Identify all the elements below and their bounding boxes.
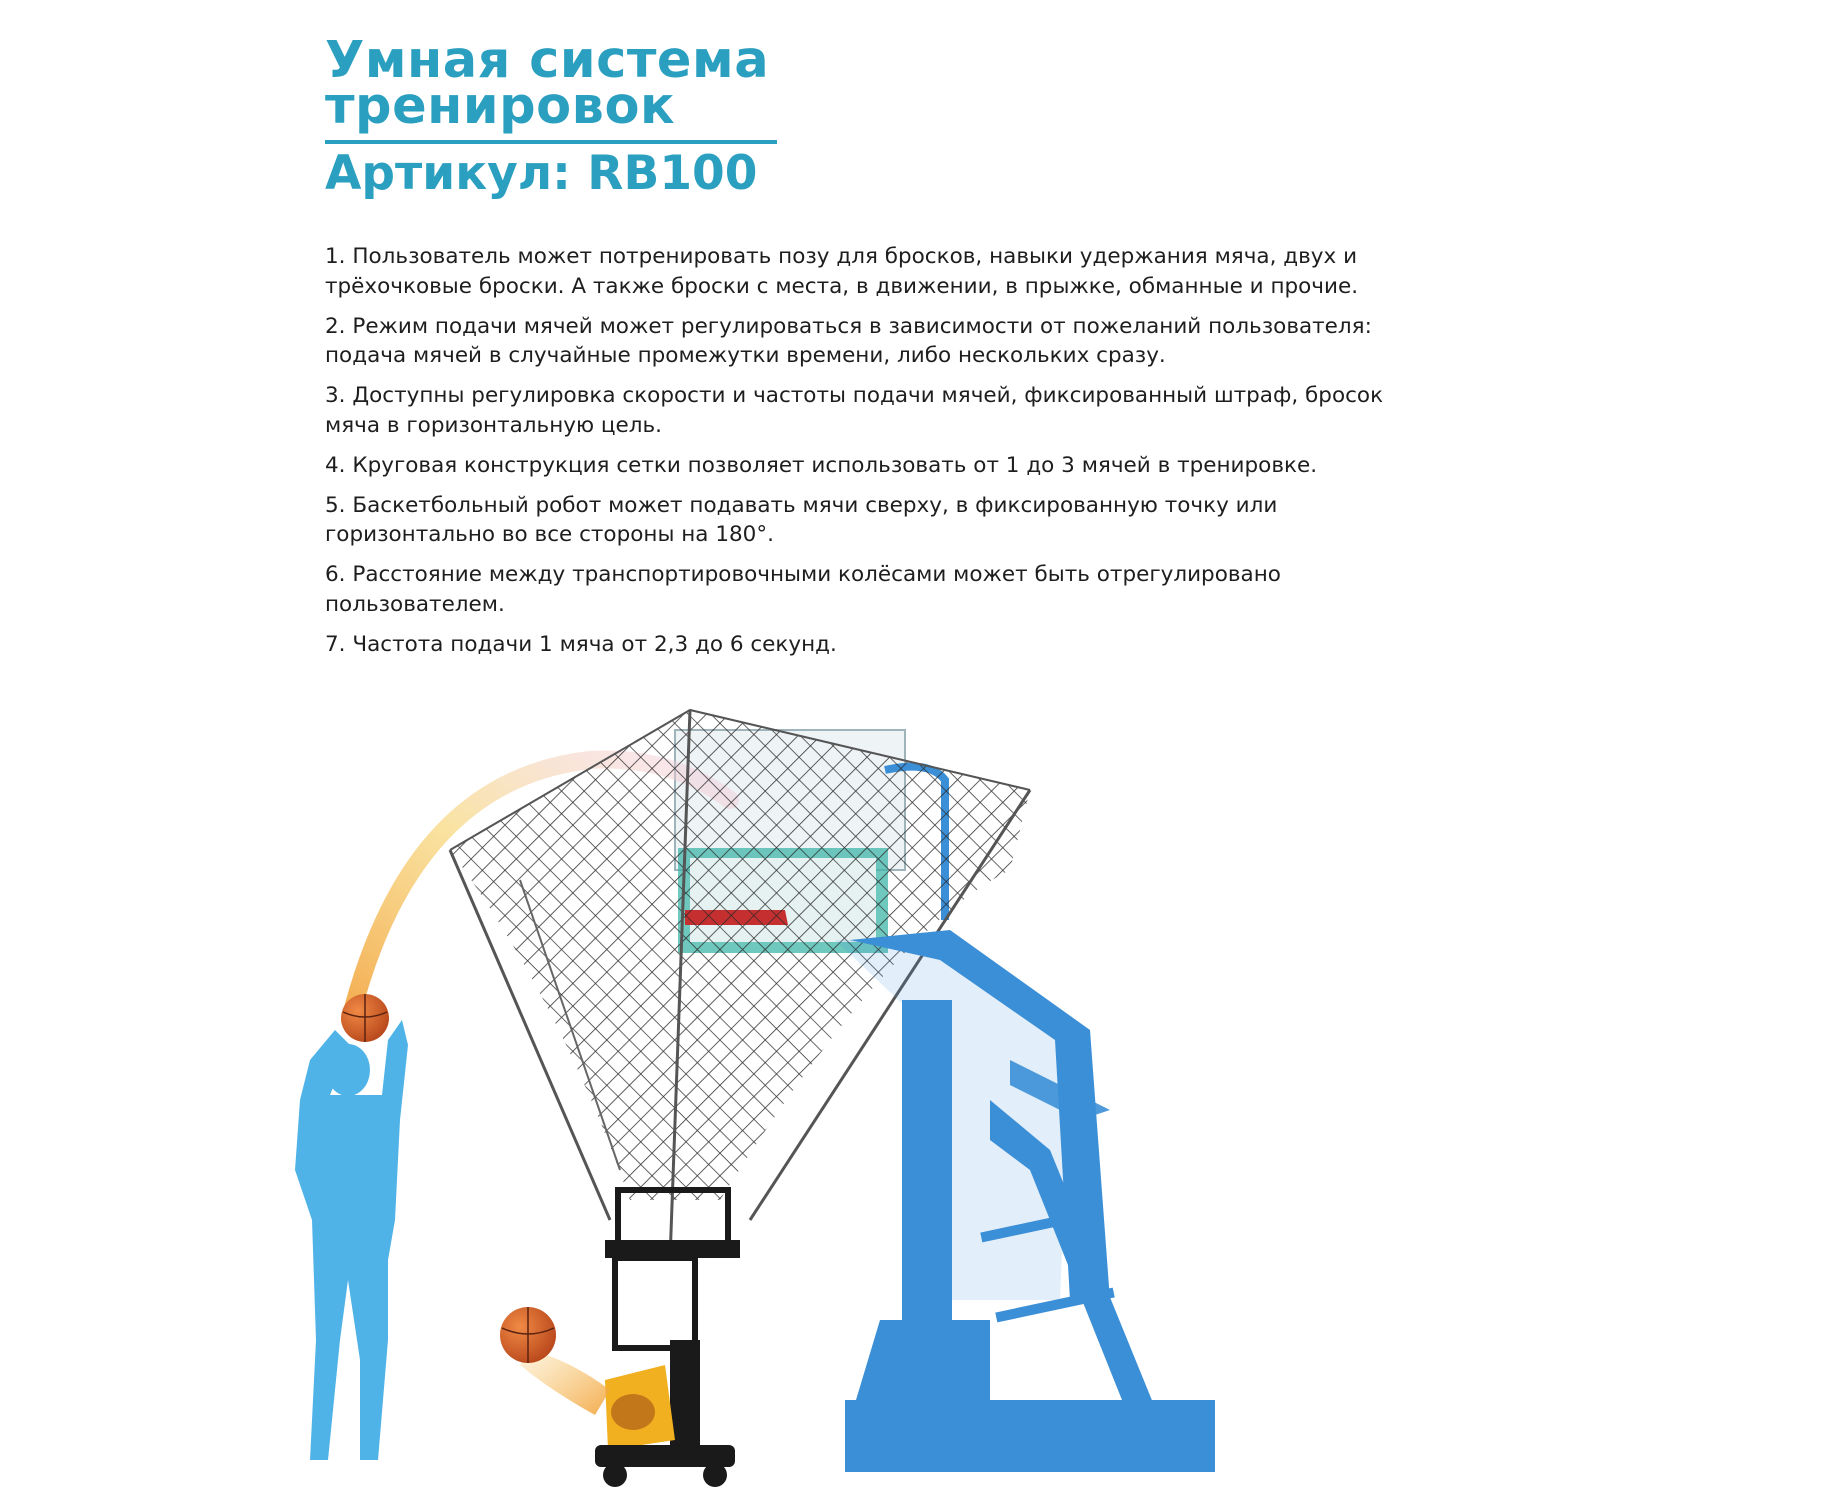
feature-item: 1. Пользователь может потренировать позу для бросков, навыки удержания мяча, двух и трёхочковые броски. А также броски с места, в движении, в прыжке, обманные и прочие.: [325, 244, 1359, 299]
basketball-stand: [835, 930, 1215, 1472]
page-title: [325, 31, 845, 136]
title-line-2: тренировок: [325, 77, 676, 136]
feature-list: [325, 242, 1395, 670]
feature-item: 7. Частота подачи 1 мяча от 2,3 до 6 секунд.: [325, 631, 837, 657]
product-sku: Артикул: RB100: [325, 146, 758, 201]
product-illustration: [290, 700, 1410, 1500]
title-divider: [325, 140, 777, 144]
feature-item: 4. Круговая конструкция сетки позволяет использовать от 1 до 3 мячей в тренировке.: [325, 452, 1318, 478]
ball-machine: [595, 1190, 740, 1487]
feature-item: 5. Баскетбольный робот может подавать мячи сверху, в фиксированную точку или горизонтально во все стороны на 180°.: [325, 492, 1278, 547]
feature-item: 3. Доступны регулировка скорости и частоты подачи мячей, фиксированный штраф, бросок мяча в горизонтальную цель.: [325, 383, 1384, 438]
feature-item: 2. Режим подачи мячей может регулироваться в зависимости от пожеланий пользователя: подача мячей в случайные промежутки времени, либо нескольких сразу.: [325, 313, 1372, 368]
feature-item: 6. Расстояние между транспортировочными колёсами может быть отрегулировано пользователем.: [325, 562, 1281, 617]
player-silhouette: [295, 1020, 408, 1460]
title-line-1: Умная система: [325, 31, 770, 90]
